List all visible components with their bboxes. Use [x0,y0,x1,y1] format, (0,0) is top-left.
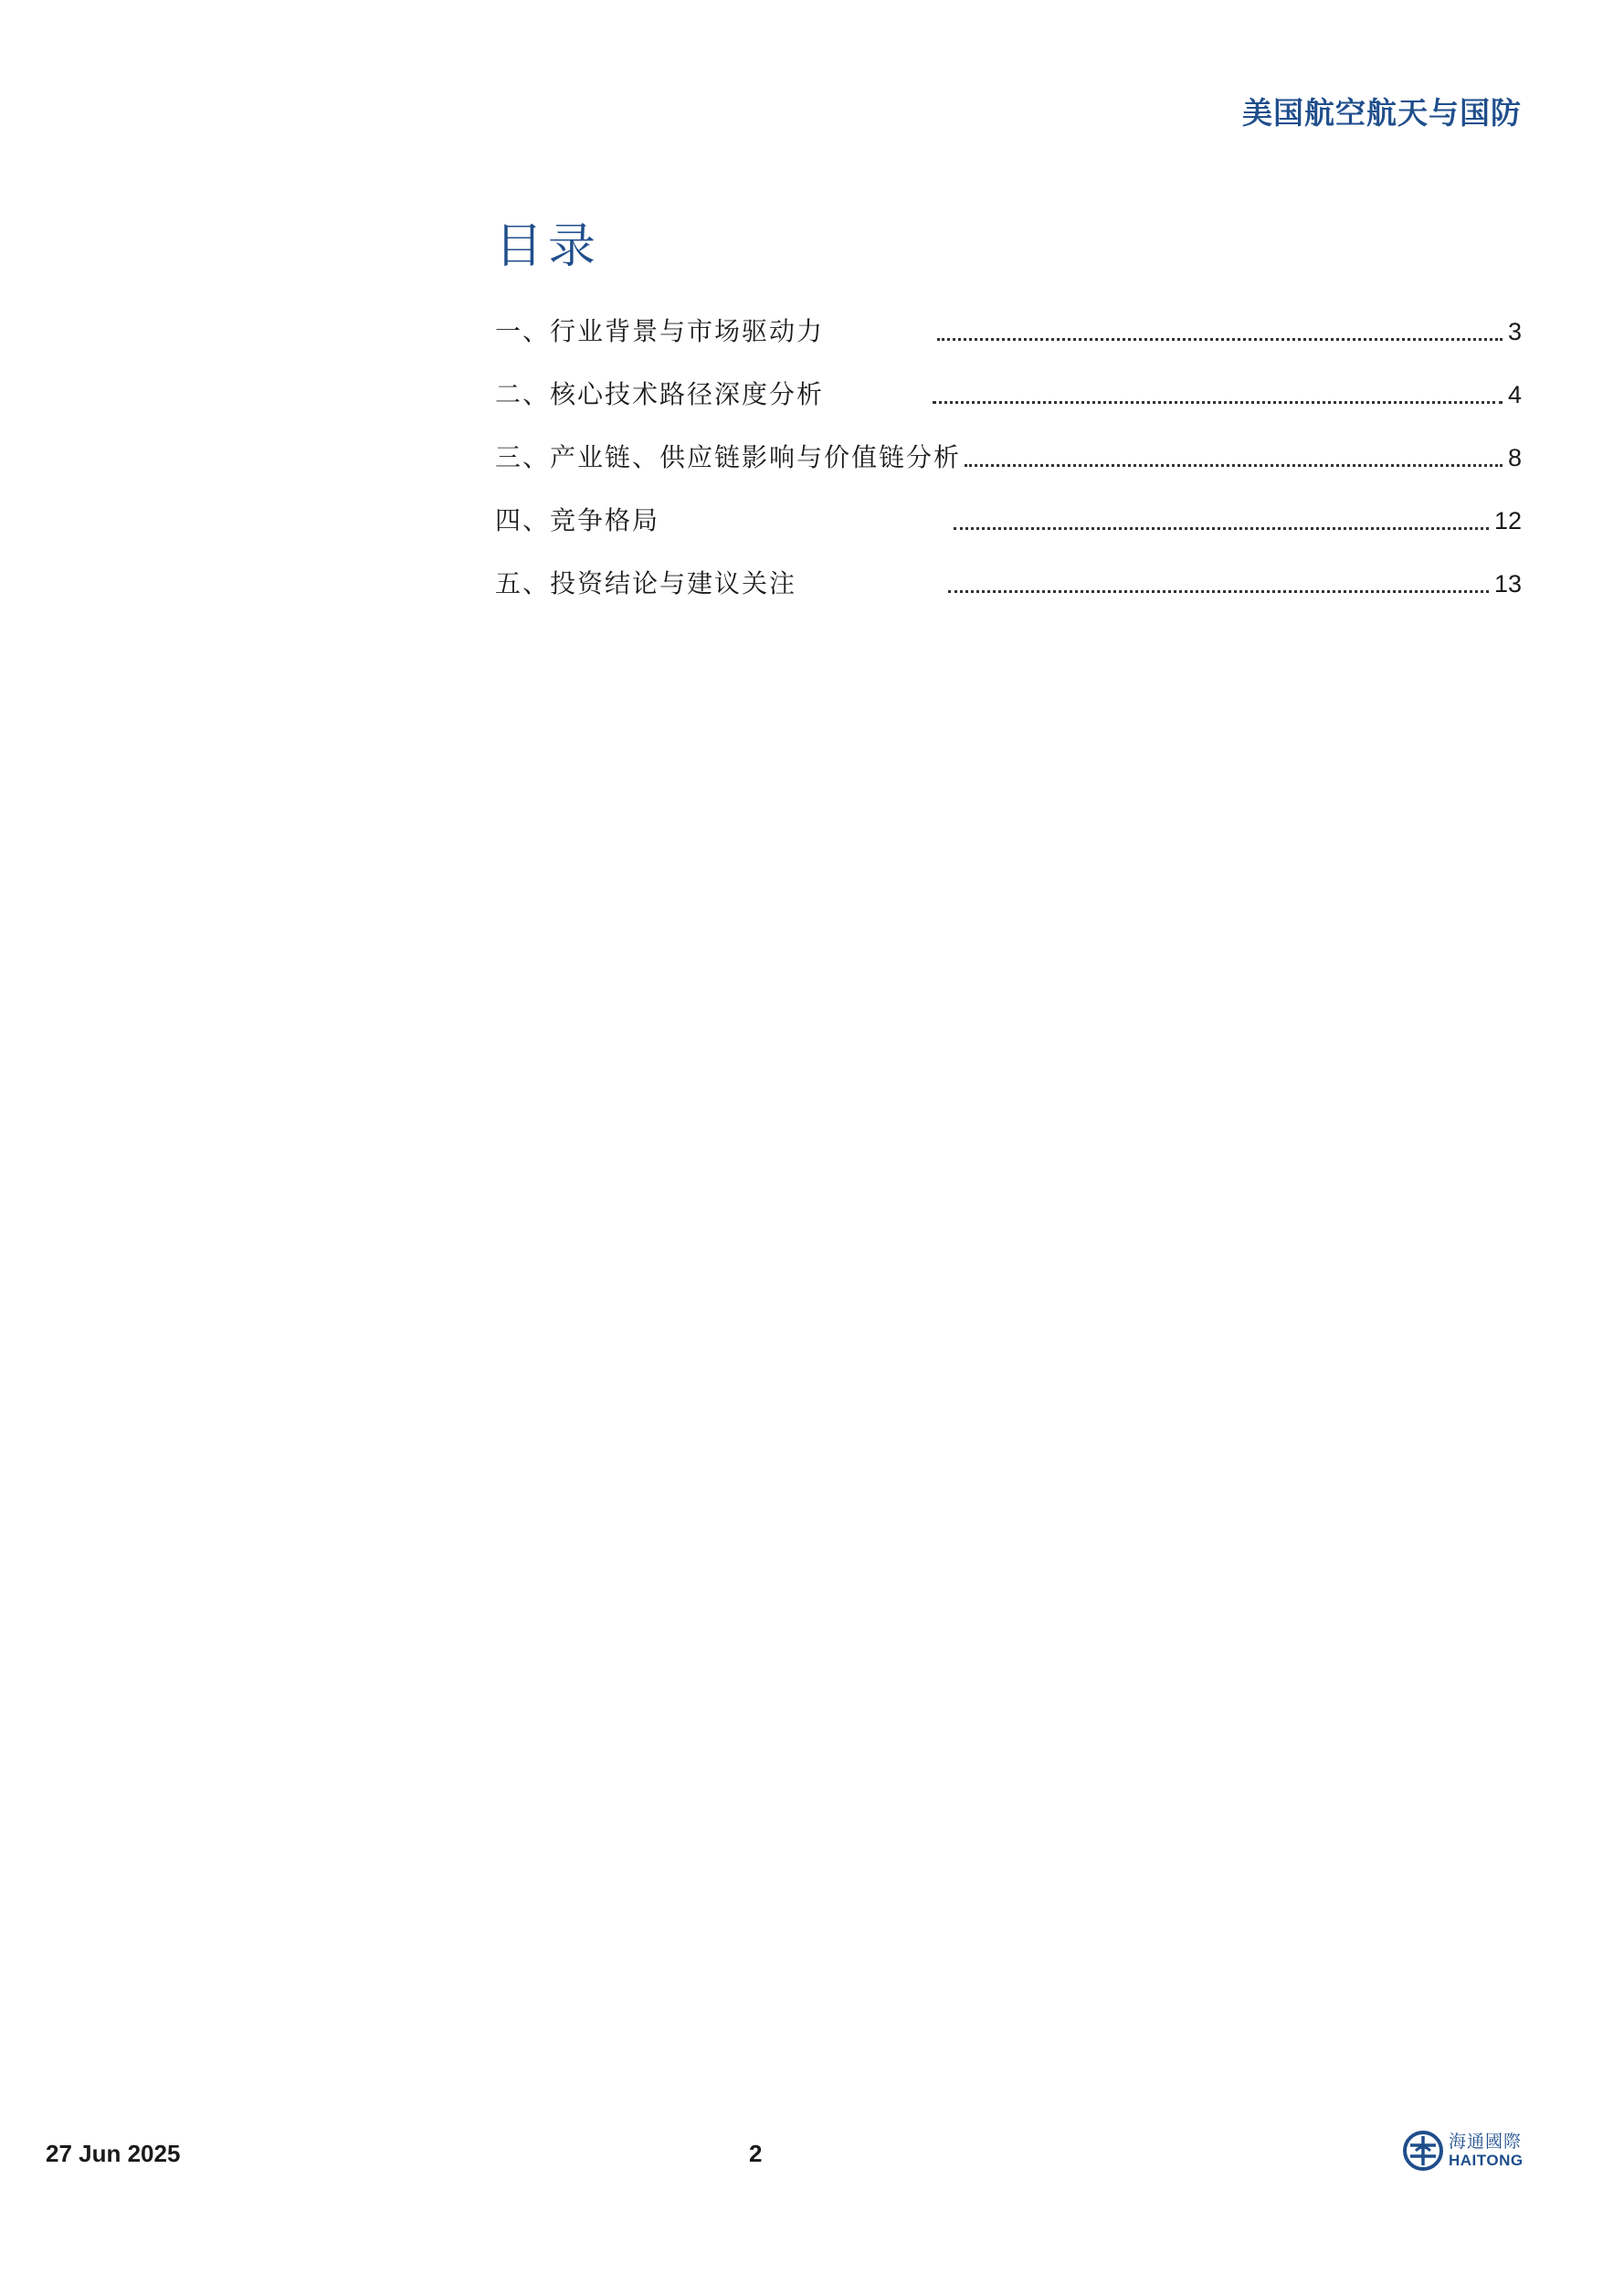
toc-dot-leader [933,401,1503,404]
haitong-logo-wordmark [1449,2133,1524,2168]
toc-entry-page: 3 [1507,318,1522,345]
toc-entry-text: 四、竞争格局 [495,505,660,535]
toc-dot-leader [948,590,1489,593]
toc-entry[interactable] [495,350,1522,413]
table-of-contents [495,217,1522,602]
toc-entry-page: 8 [1507,444,1522,471]
toc-entry-page: 12 [1493,507,1522,534]
toc-entry-text: 一、行业背景与市场驱动力 [495,316,825,346]
haitong-logo [1403,2131,1524,2171]
toc-dot-leader [965,464,1503,467]
report-date: 27 Jun 2025 [46,2140,181,2167]
toc-dot-leader [937,338,1503,341]
toc-entry-page: 13 [1493,570,1522,598]
toc-entry-page: 4 [1507,381,1522,408]
logo-chinese-name: 海通國際 [1449,2132,1523,2152]
toc-heading: 目录 [495,219,602,274]
page-number: 2 [749,2140,763,2167]
page-footer [0,2131,1624,2185]
toc-entry[interactable] [495,539,1522,602]
logo-english-name: HAITONG [1449,2152,1524,2169]
toc-dot-leader [954,527,1489,530]
toc-entry-text: 三、产业链、供应链影响与价值链分析 [495,442,962,472]
toc-entry-text: 五、投资结论与建议关注 [495,568,797,598]
toc-entry[interactable] [495,287,1522,350]
haitong-logo-icon [1403,2131,1443,2171]
toc-entry[interactable] [495,476,1522,539]
toc-entry[interactable] [495,413,1522,476]
report-sector-title: 美国航空航天与国防 [1242,95,1522,131]
toc-entry-text: 二、核心技术路径深度分析 [495,379,825,409]
